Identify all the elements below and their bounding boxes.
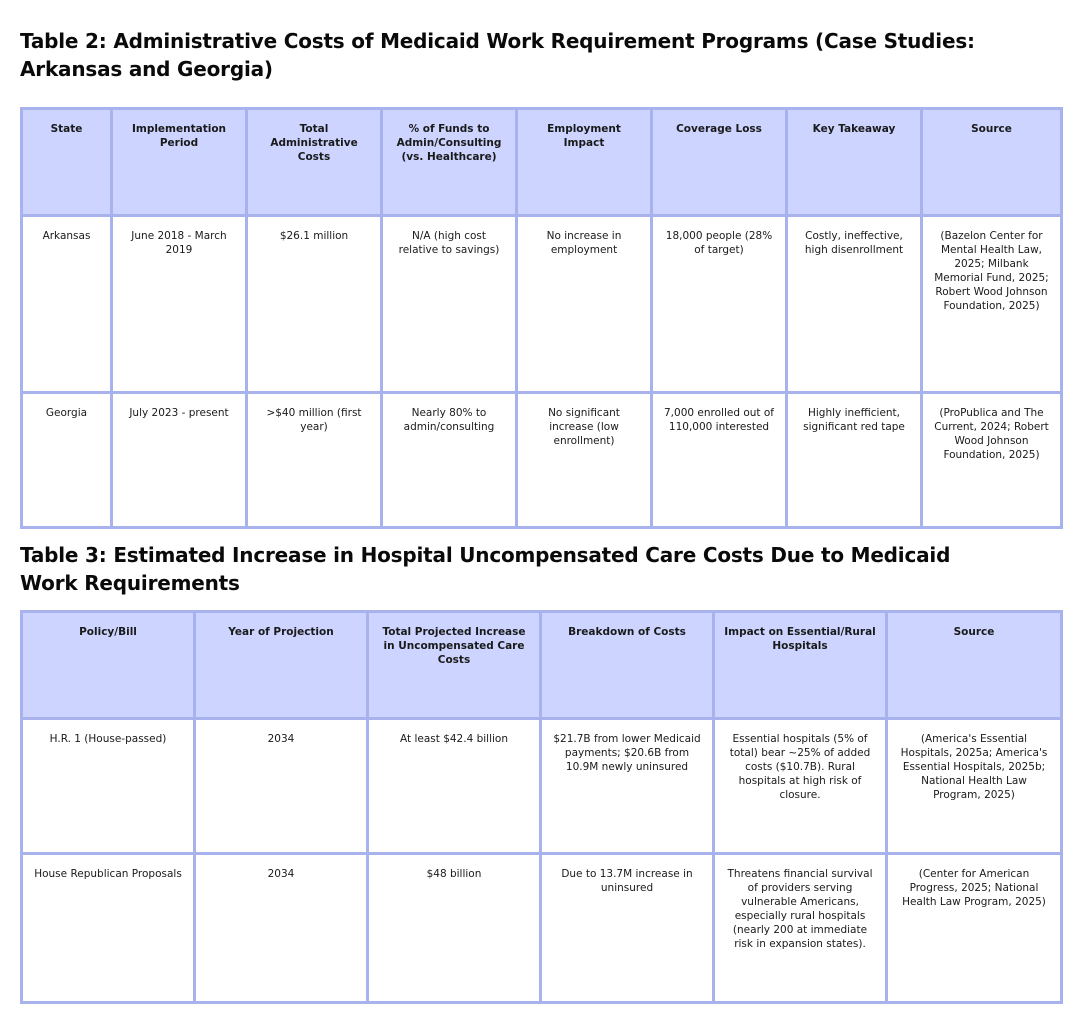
table2-header-source: Source — [922, 109, 1062, 216]
table3-header-source: Source — [887, 612, 1062, 719]
table2-header-row — [22, 109, 1062, 216]
table3-header-year-of-projection: Year of Projection — [195, 612, 368, 719]
table2-header-total-admin-costs: Total Administrative Costs — [247, 109, 382, 216]
table-cell: (Bazelon Center for Mental Health Law, 2025; Milbank Memorial Fund, 2025; Robert Wood Johnson Foundation, 2025) — [922, 216, 1062, 393]
table2-header-key-takeaway: Key Takeaway — [787, 109, 922, 216]
table-row — [22, 393, 1062, 528]
table-cell: Highly inefficient, significant red tape — [787, 393, 922, 528]
table-cell: Georgia — [22, 393, 112, 528]
table-cell: No significant increase (low enrollment) — [517, 393, 652, 528]
table3-header-total-projected-increase: Total Projected Increase in Uncompensated Care Costs — [368, 612, 541, 719]
table-cell: 2034 — [195, 719, 368, 854]
table3-header-breakdown-of-costs: Breakdown of Costs — [541, 612, 714, 719]
table-cell: At least $42.4 billion — [368, 719, 541, 854]
table-cell: $26.1 million — [247, 216, 382, 393]
table-cell: >$40 million (first year) — [247, 393, 382, 528]
table-cell: (ProPublica and The Current, 2024; Robert Wood Johnson Foundation, 2025) — [922, 393, 1062, 528]
table-cell: Nearly 80% to admin/consulting — [382, 393, 517, 528]
table-cell: Threatens financial survival of providers serving vulnerable Americans, especially rural hospitals (nearly 200 at immediate risk in expansion states). — [714, 854, 887, 1003]
table-row — [22, 719, 1062, 854]
table2-header-implementation-period: Implementation Period — [112, 109, 247, 216]
table-row — [22, 216, 1062, 393]
table2-header-funds-percent: % of Funds to Admin/Consulting (vs. Healthcare) — [382, 109, 517, 216]
table-cell: H.R. 1 (House-passed) — [22, 719, 195, 854]
table2 — [20, 107, 1063, 529]
table-cell: 7,000 enrolled out of 110,000 interested — [652, 393, 787, 528]
table-cell: (America's Essential Hospitals, 2025a; America's Essential Hospitals, 2025b; National Health Law Program, 2025) — [887, 719, 1062, 854]
table-cell: (Center for American Progress, 2025; National Health Law Program, 2025) — [887, 854, 1062, 1003]
table-cell: $48 billion — [368, 854, 541, 1003]
table3-header-policy-bill: Policy/Bill — [22, 612, 195, 719]
table-cell: No increase in employment — [517, 216, 652, 393]
table-cell: Arkansas — [22, 216, 112, 393]
table-cell: House Republican Proposals — [22, 854, 195, 1003]
table2-header-employment-impact: Employment Impact — [517, 109, 652, 216]
table-cell: Costly, ineffective, high disenrollment — [787, 216, 922, 393]
table-cell: Essential hospitals (5% of total) bear ~25% of added costs ($10.7B). Rural hospitals at high risk of closure. — [714, 719, 887, 854]
table3-header-row — [22, 612, 1062, 719]
table-cell: 18,000 people (28% of target) — [652, 216, 787, 393]
table-cell: N/A (high cost relative to savings) — [382, 216, 517, 393]
table-row — [22, 854, 1062, 1003]
table3-title: Table 3: Estimated Increase in Hospital Uncompensated Care Costs Due to Medicaid Work Requirements — [20, 543, 951, 595]
table-cell: June 2018 - March 2019 — [112, 216, 247, 393]
table2-header-state: State — [22, 109, 112, 216]
table-cell: $21.7B from lower Medicaid payments; $20.6B from 10.9M newly uninsured — [541, 719, 714, 854]
table2-header-coverage-loss: Coverage Loss — [652, 109, 787, 216]
table-cell: 2034 — [195, 854, 368, 1003]
table3 — [20, 610, 1063, 1004]
table-cell: July 2023 - present — [112, 393, 247, 528]
table-cell: Due to 13.7M increase in uninsured — [541, 854, 714, 1003]
table3-header-impact-on-hospitals: Impact on Essential/Rural Hospitals — [714, 612, 887, 719]
table2-title: Table 2: Administrative Costs of Medicaid Work Requirement Programs (Case Studies: Arkansas and Georgia) — [20, 29, 975, 81]
